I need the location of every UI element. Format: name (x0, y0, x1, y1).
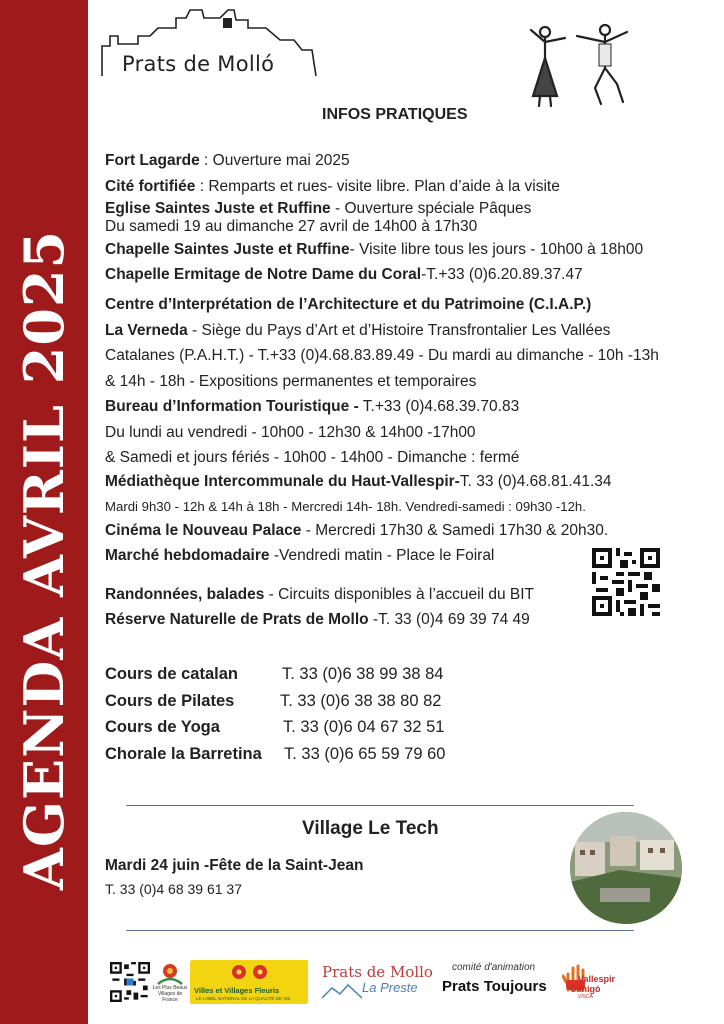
info-line: Chapelle Saintes Juste et Ruffine- Visite libre tous les jours - 10h00 à 18h00 (105, 241, 644, 258)
village-photo (570, 812, 682, 924)
info-line: Du samedi 19 au dimanche 27 avril de 14h00 à 17h30 (105, 218, 478, 235)
flowers-icon (230, 963, 270, 983)
prats-toujours-name: Prats Toujours (442, 978, 547, 995)
sidebar-band (0, 0, 88, 1024)
beaux-villages-label: Les Plus Beaux Villages de France (152, 985, 188, 1003)
course-row (105, 692, 442, 711)
divider-top (126, 805, 634, 806)
info-line: Fort Lagarde : Ouverture mai 2025 (105, 152, 350, 169)
vvf-title: Villes et Villages Fleuris (194, 986, 280, 995)
village-phone: T. 33 (0)4 68 39 61 37 (105, 881, 242, 897)
prats-mollo-la-preste-subtitle: La Preste (362, 980, 418, 995)
prats-toujours-tagline: comité d'animation (452, 962, 536, 973)
course-name: Cours de catalan (105, 665, 238, 683)
village-photo-image (570, 812, 682, 924)
village-title: Village Le Tech (302, 818, 439, 839)
course-row (105, 665, 444, 684)
prats-mollo-la-preste-name: Prats de Mollo (322, 963, 433, 981)
info-line: Marché hebdomadaire -Vendredi matin - Place le Foiral (105, 547, 495, 564)
course-row (105, 745, 446, 764)
info-line: & Samedi et jours fériés - 10h00 - 14h00 - Dimanche : fermé (105, 449, 520, 466)
course-row (105, 718, 445, 737)
course-phone: T. 33 (0)6 04 67 32 51 (283, 718, 445, 736)
info-line: Eglise Saintes Juste et Ruffine - Ouverture spéciale Pâques (105, 200, 532, 217)
course-phone: T. 33 (0)6 38 99 38 84 (282, 665, 444, 683)
info-line: Bureau d’Information Touristique - T.+33 (0)4.68.39.70.83 (105, 398, 520, 415)
info-line: Réserve Naturelle de Prats de Mollo -T. 33 (0)4 69 39 74 49 (105, 611, 530, 628)
info-line: La Verneda - Siège du Pays d’Art et d’Histoire Transfrontalier Les Vallées (105, 322, 611, 339)
mountains-icon (322, 982, 362, 1000)
logo-town-name: Prats de Molló (122, 52, 275, 76)
qr-code-icon[interactable] (592, 548, 660, 616)
info-line: Du lundi au vendredi - 10h00 - 12h30 & 14h00 -17h00 (105, 424, 476, 441)
info-line: Mardi 9h30 - 12h & 14h à 18h - Mercredi 14h- 18h. Vendredi-samedi : 09h30 -12h. (105, 499, 586, 514)
info-line: Cinéma le Nouveau Palace - Mercredi 17h30 & Samedi 17h30 & 20h30. (105, 522, 609, 539)
info-line: Randonnées, balades - Circuits disponibles à l’accueil du BIT (105, 586, 534, 603)
vvf-subtitle: LE LABEL NATIONAL DE LA QUALITÉ DE VIE (196, 996, 291, 1001)
villes-villages-fleuris-logo (190, 960, 308, 1004)
visca-label: VISCA (578, 994, 594, 1000)
beaux-villages-flower-icon (154, 960, 186, 986)
section-heading: INFOS PRATIQUES (322, 106, 468, 123)
course-name: Cours de Yoga (105, 718, 220, 736)
info-line: Centre d’Interprétation de l’Architecture et du Patrimoine (C.I.A.P.) (105, 296, 592, 313)
canigo-name: Canigó (570, 984, 601, 994)
course-name: Cours de Pilates (105, 692, 235, 710)
dancers-icon (515, 18, 635, 108)
village-event: Mardi 24 juin -Fête de la Saint-Jean (105, 857, 364, 874)
vallespir-name: Vallespir (578, 974, 616, 984)
divider-bottom (126, 930, 634, 931)
course-phone: T. 33 (0)6 38 38 80 82 (280, 692, 442, 710)
info-line: Médiathèque Intercommunale du Haut-Vallespir-T. 33 (0)4.68.81.41.34 (105, 473, 612, 490)
info-line: Chapelle Ermitage de Notre Dame du Coral-T.+33 (0)6.20.89.37.47 (105, 266, 583, 283)
course-phone: T. 33 (0)6 65 59 79 60 (284, 745, 446, 763)
agenda-title: AGENDA AVRIL 2025 (12, 229, 76, 891)
info-line: Cité fortifiée : Remparts et rues- visite libre. Plan d’aide à la visite (105, 178, 560, 195)
footer-qr-code-icon[interactable] (110, 962, 150, 1002)
course-name: Chorale la Barretina (105, 745, 262, 763)
info-line: & 14h - 18h - Expositions permanentes et temporaires (105, 373, 477, 390)
info-line: Catalanes (P.A.H.T.) - T.+33 (0)4.68.83.89.49 - Du mardi au dimanche - 10h -13h (105, 347, 659, 364)
prats-de-mollo-logo (98, 6, 320, 78)
